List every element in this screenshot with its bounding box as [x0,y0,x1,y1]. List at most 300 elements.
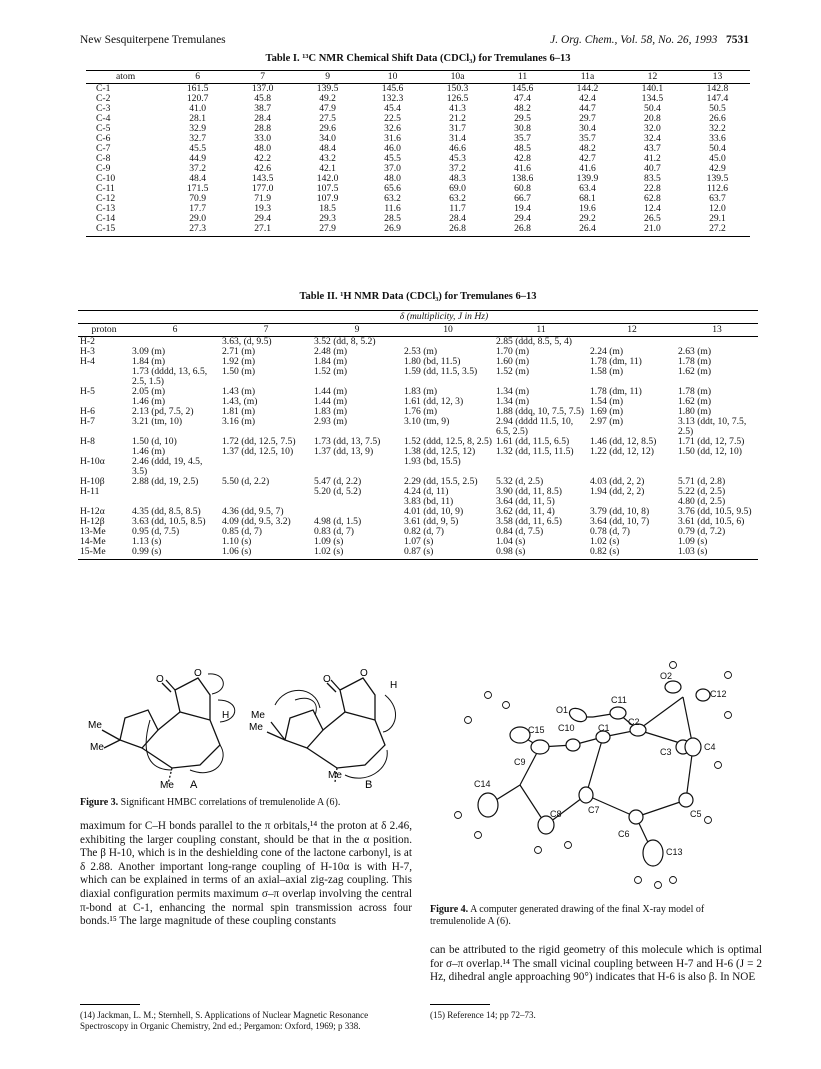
table2-cell: 1.78 (dm, 11) [590,386,642,397]
table1-cell: 28.1 [189,113,207,124]
table2-cell: 3.21 (tm, 10) [132,416,183,427]
table1-cell: 32.7 [189,133,207,144]
table2-cell: 1.09 (s) [678,536,708,547]
hydrogens [455,662,732,889]
table2-cell: 0.87 (s) [402,547,494,560]
table2-column-header: proton [78,324,130,337]
table1-row-label: C-2 [96,93,111,104]
table1-column-header: 6 [165,71,230,84]
table2-column-header: 6 [130,324,220,337]
table2-cell: 1.69 (m) [590,406,624,417]
table1-cell: 26.6 [709,113,726,124]
figure3-caption-text: Significant HMBC correlations of tremulenolide A (6). [120,797,341,808]
table2-cell: 1.13 (s) [132,536,162,547]
table2-cell: 3.64 (dd, 10, 7) [590,516,650,527]
atom-label: C13 [666,847,683,857]
table2-cell: 1.50 (dd, 12, 10) [678,446,742,457]
table2-cell: 1.70 (m) [496,346,530,357]
table1-cell: 33.0 [254,133,272,144]
table1-cell: 26.8 [425,224,490,237]
table1-cell: 145.6 [511,83,534,94]
table1-cell: 37.0 [384,163,401,174]
table1-cell: 21.2 [449,113,466,124]
table2-cell: 3.58 (dd, 11, 6.5) [496,516,562,527]
table1-cell: 29.5 [514,113,531,124]
struct-a-me-2: Me [90,742,104,753]
table1-cell: 145.6 [381,83,404,94]
table1-cell: 48.0 [384,173,401,184]
table1-cell: 65.6 [384,183,401,194]
table1-cell: 138.6 [511,173,534,184]
running-header-title: New Sesquiterpene Tremulanes [80,34,226,46]
table1-cell: 32.4 [644,133,661,144]
table1-cell: 107.9 [316,193,339,204]
table1-cell: 142.8 [706,83,729,94]
atom-label: C11 [611,695,627,705]
table2-cell: 5.71 (d, 2.8) [678,476,726,487]
table2-cell: 2.88 (dd, 19, 2.5) [132,476,199,487]
atom-label: C5 [690,809,702,819]
table1-cell: 32.0 [644,123,661,134]
table1-cell: 63.4 [579,183,596,194]
table1-cell: 63.7 [709,193,726,204]
figure4-caption [430,904,760,927]
figure3-caption-label: Figure 3. [80,797,119,808]
table2-cell: 2.48 (m) [314,346,348,357]
table1-cell: 34.0 [319,133,336,144]
atom-label: C15 [528,725,545,735]
table2-row-label: H-10β [80,476,105,487]
table2-row-label: 15-Me [78,547,130,560]
table2-cell: 5.20 (d, 5.2) [314,486,362,497]
table1-cell: 44.7 [579,103,596,114]
table2-cell: 1.07 (s) [404,536,434,547]
bonds [488,697,693,853]
struct-b-oxygen-carbonyl: O [323,674,331,685]
figure4-xray-model [428,655,758,895]
struct-a-oxygen-carbonyl: O [156,674,164,685]
table1-cell: 48.3 [449,173,466,184]
table2-cell: 4.03 (dd, 2, 2) [590,476,645,487]
table2-row-label: H-3 [80,346,95,357]
table2-cell: 1.78 (m) [678,386,712,397]
table1-row-label: C-5 [96,123,111,134]
table2-row-label: H-12β [80,516,105,527]
table2-row [78,547,758,560]
table1-cell: 19.6 [579,203,596,214]
struct-b-me-1: Me [249,722,263,733]
table2-cell: 1.02 (s) [312,547,402,560]
table1-cell: 142.0 [316,173,339,184]
table2-cell: 2.24 (m) [590,346,624,357]
table2-cell: 4.98 (d, 1.5) [314,516,362,527]
table2-cell: 1.54 (m) [590,396,624,407]
table1-row-label: C-14 [96,213,116,224]
table2-row-label: H-4 [80,356,95,367]
table1-cell: 26.5 [644,213,661,224]
table1-cell: 134.5 [641,93,664,104]
table1-cell: 46.6 [449,143,466,154]
table1-cell: 63.2 [449,193,466,204]
table2-cell: 1.88 (ddq, 10, 7.5, 7.5) [496,406,584,417]
table2-cell: 3.16 (m) [222,416,256,427]
table1-cell: 41.6 [514,163,531,174]
table1-row-label: C-6 [96,133,111,144]
table2-column-header: 9 [312,324,402,337]
figure3-hmbc-structures [80,660,400,790]
table1-cell: 35.7 [579,133,596,144]
running-header-journal [550,34,749,46]
table1-cell: 42.8 [514,153,531,164]
table1-cell: 69.0 [449,183,466,194]
table2-cell: 2.85 (ddd, 8.5, 5, 4) [496,336,572,347]
table1-cell: 28.5 [384,213,401,224]
table1-cell: 29.0 [189,213,207,224]
table1-cell: 29.6 [319,123,336,134]
table2-cell [220,487,312,497]
table2-cell: 3.90 (dd, 11, 8.5) [496,486,562,497]
table1-cell: 18.5 [319,203,336,214]
table1-cell: 147.4 [706,93,729,104]
table2-cell: 0.78 (d, 7) [590,526,630,537]
table1-cell: 71.9 [254,193,272,204]
table1-cell: 48.4 [189,173,207,184]
table2-cell: 0.82 (d, 7) [404,526,444,537]
table1-cell: 139.9 [576,173,599,184]
table2-cell: 2.13 (pd, 7.5, 2) [132,406,194,417]
table1-cell: 22.5 [384,113,401,124]
table1-cell: 42.4 [579,93,596,104]
table1-cell: 29.4 [254,213,272,224]
table2-row-label: H-7 [80,416,95,427]
table2-cell: 1.37 (dd, 12.5, 10) [222,446,294,457]
table1-cell: 28.4 [254,113,272,124]
table2-row-label: H-10α [80,456,105,467]
table1-cell: 28.4 [449,213,466,224]
atom-label: C1 [598,723,610,733]
table2-cell: 0.99 (s) [130,547,220,560]
table2-cell: 3.62 (dd, 11, 4) [496,506,555,517]
table1-cell: 44.9 [189,153,207,164]
table1-cell: 48.0 [254,143,272,154]
atoms [478,681,710,866]
table1-cell: 47.9 [319,103,336,114]
table2-column-header: 12 [588,324,676,337]
table2-column-header: 7 [220,324,312,337]
table2-cell: 1.83 (m) [314,406,348,417]
table1-column-header: 11 [490,71,555,84]
table1-row-label: C-13 [96,203,116,214]
table2-cell [588,457,676,477]
table2-cell: 2.05 (m) [132,386,166,397]
table1-cell: 42.9 [709,163,726,174]
table2-column-header: 11 [494,324,588,337]
table1-column-header: 11a [555,71,620,84]
atom-label: C6 [618,829,630,839]
table2-cell: 3.52 (dd, 8, 5.2) [314,336,376,347]
table1-cell: 12.0 [709,203,726,214]
table2-cell: 1.52 (m) [496,366,530,377]
table2-row-label: H-12α [80,506,105,517]
table1-row-label: C-3 [96,103,111,114]
table1-cell: 29.1 [709,213,726,224]
table1-cell: 11.6 [384,203,401,214]
table1-cell: 139.5 [316,83,339,94]
table1-row-label: C-1 [96,83,111,94]
table1-row [86,224,750,237]
table2-cell: 1.84 (m) [314,356,348,367]
table1-cell: 41.0 [189,103,207,114]
table2-cell: 1.46 (m) [132,446,166,457]
table1-cell: 31.6 [384,133,401,144]
table1-cell: 29.2 [579,213,596,224]
table1-cell: 42.7 [579,153,596,164]
table1-cell: 29.4 [514,213,531,224]
body-right-column: can be attributed to the rigid geometry of this molecule which is optimal for σ–π overlap.¹⁴ The small vicinal coupling between H-7 and H-6 (J = 2 Hz, dihedral angle approaching 90°) indicates that H-6 is also β. In NOE [430,944,762,984]
table2-cell: 1.81 (m) [222,406,256,417]
table2-cell: 1.58 (m) [590,366,624,377]
table1-cell: 31.4 [449,133,466,144]
table2-cell: 5.47 (d, 2.2) [314,476,362,487]
struct-b-me-3: Me [328,770,342,781]
table2-row [78,367,758,387]
table2-caption: Table II. ¹H NMR Data (CDCl₃) for Tremulanes 6–13 [299,291,537,302]
table2-cell: 1.60 (m) [496,356,530,367]
table2-cell [676,457,758,477]
table2-cell: 4.80 (d, 2.5) [678,496,726,507]
table2-cell: 2.29 (dd, 15.5, 2.5) [404,476,478,487]
table2-cell: 5.50 (d, 2.2) [222,476,270,487]
table1-cell: 30.4 [579,123,596,134]
table2-cell: 5.32 (d, 2.5) [496,476,544,487]
table1-column-header: 10 [360,71,425,84]
table2-cell: 3.13 (ddt, 10, 7.5, 2.5) [678,416,747,437]
table1-cell: 27.9 [295,224,360,237]
table2-cell: 1.38 (dd, 12.5, 12) [404,446,476,457]
atom-labels [474,671,727,857]
table1-cell: 11.7 [449,203,466,214]
table1-c13-nmr [86,70,750,237]
table1-cell: 50.4 [644,103,661,114]
table1-cell: 38.7 [254,103,272,114]
table1-cell: 83.5 [644,173,661,184]
table2-cell: 0.79 (d, 7.2) [678,526,726,537]
table1-cell: 49.2 [319,93,336,104]
table1-cell: 17.7 [189,203,207,214]
table1-row-label: C-4 [96,113,111,124]
table2-cell: 1.09 (s) [314,536,344,547]
table1-row-label: C-12 [96,193,116,204]
table2-cell: 4.09 (dd, 9.5, 3.2) [222,516,291,527]
table2-cell: 1.34 (m) [496,386,530,397]
table1-cell: 27.5 [319,113,336,124]
structure-b [267,678,396,782]
table1-cell: 60.8 [514,183,531,194]
struct-a-me-3: Me [160,780,174,790]
table2-cell: 1.83 (m) [404,386,438,397]
table2-cell: 4.36 (dd, 9.5, 7) [222,506,284,517]
table2-cell: 3.63 (dd, 10.5, 8.5) [132,516,206,527]
table2-cell: 1.73 (dd, 13, 7.5) [314,436,381,447]
table2-cell: 1.78 (m) [678,356,712,367]
table1-cell: 177.0 [251,183,274,194]
table1-cell: 50.4 [709,143,726,154]
table1-cell: 27.3 [165,224,230,237]
table1-cell: 47.4 [514,93,531,104]
atom-label: C9 [514,757,526,767]
table1-cell: 28.8 [254,123,272,134]
table2-cell: 2.93 (m) [314,416,348,427]
table1-column-header: 12 [620,71,685,84]
table1-cell: 26.4 [555,224,620,237]
table2-cell: 0.95 (d, 7.5) [132,526,180,537]
table2-cell: 2.63 (m) [678,346,712,357]
table1-row-label: C-11 [96,183,115,194]
table2-cell: 1.34 (m) [496,396,530,407]
table2-cell: 3.79 (dd, 10, 8) [590,506,650,517]
table2-cell: 1.06 (s) [220,547,312,560]
table1-cell: 26.8 [490,224,555,237]
table1-cell: 26.9 [360,224,425,237]
table2-cell [220,457,312,477]
table2-cell: 1.46 (dd, 12, 8.5) [590,436,657,447]
table2-cell: 1.62 (m) [678,366,712,377]
table1-cell: 40.7 [644,163,661,174]
table1-cell: 31.7 [449,123,466,134]
table1-column-header: 10a [425,71,490,84]
table1-row-label: C-10 [96,173,116,184]
table2-column-header: 13 [676,324,758,337]
table2-cell: 1.52 (m) [314,366,348,377]
footnote-14: (14) Jackman, L. M.; Sternhell, S. Applications of Nuclear Magnetic Resonance Spectroscopy in Organic Chemistry, 2nd ed.; Pergamon: Oxford, 1969; p 338. [80,1010,369,1031]
table1-cell: 12.4 [644,203,661,214]
table2-cell: 1.92 (m) [222,356,256,367]
struct-b-hydrogen: H [390,680,398,691]
table2-cell [312,497,402,507]
table2-cell: 1.76 (m) [404,406,438,417]
table2-cell: 3.61 (dd, 10.5, 6) [678,516,745,527]
figure4-caption-label: Figure 4. [430,904,469,915]
table2-cell: 1.62 (m) [678,396,712,407]
table1-cell: 42.2 [254,153,272,164]
table1-cell: 45.4 [384,103,401,114]
table2-row [78,457,758,477]
table1-cell: 37.2 [189,163,207,174]
atom-label: C8 [550,809,562,819]
atom-label: C10 [558,723,575,733]
table1-cell: 22.8 [644,183,661,194]
struct-a-oxygen-ring: O [194,668,202,679]
table1-cell: 32.6 [384,123,401,134]
table1-cell: 62.8 [644,193,661,204]
table1-cell: 42.1 [319,163,336,174]
table1-row-label: C-8 [96,153,111,164]
table2-cell: 1.10 (s) [222,536,252,547]
table1-cell: 33.6 [709,133,726,144]
table1-cell: 20.8 [644,113,661,124]
table2-cell [494,457,588,477]
table1-cell: 35.7 [514,133,531,144]
table2-cell: 1.50 (d, 10) [132,436,177,447]
table1-cell: 27.1 [230,224,295,237]
table1-column-header: 9 [295,71,360,84]
table2-cell: 2.71 (m) [222,346,256,357]
table2-cell: 1.94 (dd, 2, 2) [590,486,645,497]
table1-cell: 112.6 [706,183,729,194]
struct-a-hydrogen: H [222,710,230,721]
table2-cell: 4.35 (dd, 8.5, 8.5) [132,506,201,517]
table1-cell: 132.3 [381,93,404,104]
table1-cell: 68.1 [579,193,596,204]
table2-cell: 1.44 (m) [314,396,348,407]
table2-group-header: δ (multiplicity, J in Hz) [130,311,758,324]
struct-b-me-2: Me [251,710,265,721]
struct-b-oxygen-ring: O [360,668,368,679]
table1-cell: 150.3 [446,83,469,94]
table2-cell: 0.85 (d, 7) [222,526,262,537]
table1-cell: 43.7 [644,143,661,154]
table1-cell: 48.5 [514,143,531,154]
table2-cell: 2.53 (m) [404,346,438,357]
atom-label: C7 [588,805,600,815]
table2-row-label: 13-Me [80,526,106,537]
table2-cell: 1.93 (bd, 15.5) [404,456,461,467]
table2-cell: 1.84 (m) [132,356,166,367]
table2-cell: 3.61 (dd, 9, 5) [404,516,459,527]
table1-cell: 70.9 [189,193,207,204]
table2-cell: 1.73 (dddd, 13, 6.5, 2.5, 1.5) [132,366,208,387]
figure3-caption [80,797,410,809]
table1-caption: Table I. ¹³C NMR Chemical Shift Data (CDCl₃) for Tremulanes 6–13 [265,53,571,64]
table2-cell: 2.97 (m) [590,416,624,427]
table2-cell: 1.61 (dd, 12, 3) [404,396,464,407]
table1-column-header: atom [86,71,165,84]
table1-cell: 41.3 [449,103,466,114]
table2-cell: 3.09 (m) [132,346,166,357]
table1-cell: 19.3 [254,203,272,214]
table1-cell: 48.2 [579,143,596,154]
table1-row-label: C-15 [86,224,165,237]
table2-cell: 1.32 (dd, 11.5, 11.5) [496,446,574,457]
table1-row-label: C-9 [96,163,111,174]
table2-cell: 2.46 (ddd, 19, 4.5, 3.5) [132,456,203,477]
table1-row-label: C-7 [96,143,111,154]
figure3-label-a: A [190,779,198,790]
table2-cell: 1.80 (m) [678,406,712,417]
table2-cell: 4.01 (dd, 10, 9) [404,506,464,517]
table2-cell: 1.46 (m) [132,396,166,407]
table1-cell: 46.0 [384,143,401,154]
table2-cell: 1.78 (dm, 11) [590,356,642,367]
atom-label: C14 [474,779,491,789]
table2-cell: 5.22 (d, 2.5) [678,486,726,497]
table2-cell: 1.22 (dd, 12, 12) [590,446,654,457]
table2-cell [312,457,402,477]
table2-row-label: H-11 [80,486,100,497]
table2-row [78,417,758,437]
table2-cell: 0.84 (d, 7.5) [496,526,544,537]
struct-a-me-1: Me [88,720,102,731]
table1-cell: 30.8 [514,123,531,134]
table1-cell: 42.6 [254,163,272,174]
table2-column-header: 10 [402,324,494,337]
footnote-rule-left [80,1004,140,1005]
table2-cell [130,487,220,497]
table2-cell: 0.83 (d, 7) [314,526,354,537]
table2-row-label: H-6 [80,406,95,417]
table1-cell: 45.8 [254,93,272,104]
table2-cell: 1.72 (dd, 12.5, 7.5) [222,436,296,447]
